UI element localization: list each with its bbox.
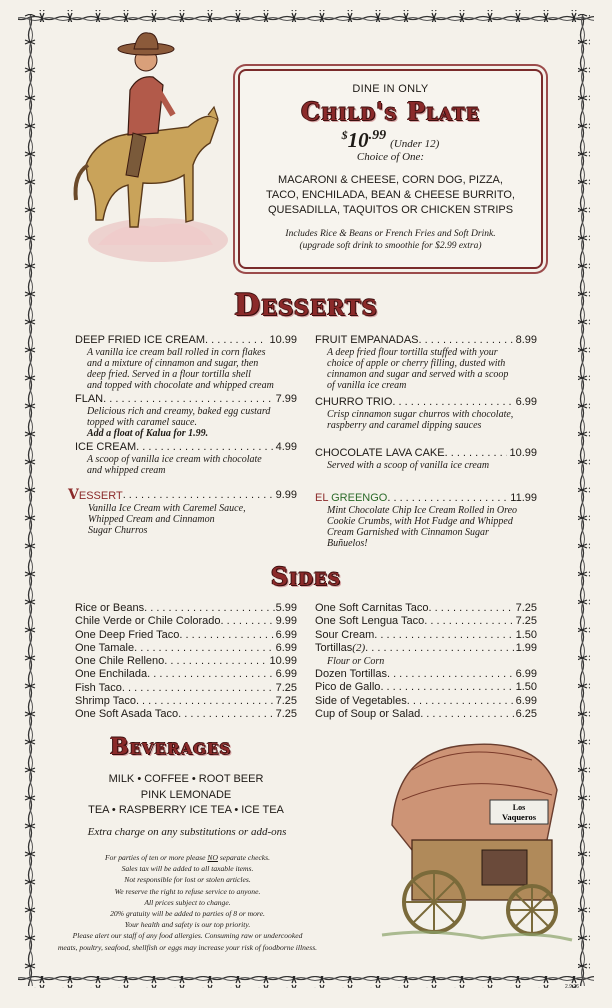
childs-plate-title: Child's Plate xyxy=(301,97,480,126)
items-line: TACO, ENCHILADA, BEAN & CHEESE BURRITO, xyxy=(266,189,515,201)
fine-line: 20% gratuity will be added to parties of 8 or more. xyxy=(110,909,265,919)
item-description xyxy=(315,505,537,549)
side-item xyxy=(315,615,537,628)
fine-line: Sales tax will be added to all taxable items. xyxy=(121,864,254,874)
side-price: 6.25 xyxy=(515,708,537,721)
beverages-line: TEA • RASPBERRY ICE TEA • ICE TEA xyxy=(88,804,284,816)
fine-line: Not responsible for lost or stolen articles. xyxy=(124,875,251,885)
desc-line: Crisp cinnamon sugar churros with chocolate, xyxy=(327,409,514,420)
item-name-rest: ESSERT xyxy=(78,490,123,502)
item-description xyxy=(315,409,537,431)
side-name: One Soft Asada Taco xyxy=(75,708,179,721)
fine-text: separate checks. xyxy=(217,853,271,862)
desc-line: A scoop of vanilla ice cream with chocolate xyxy=(87,454,262,465)
wagon-sign-line2: Vaqueros xyxy=(501,812,537,822)
item-name: DEEP FRIED ICE CREAM xyxy=(75,334,205,346)
beverages-title: Beverages xyxy=(110,734,232,760)
fine-line: We reserve the right to refuse service to anyone. xyxy=(114,886,261,896)
includes-line: Includes Rice & Beans or French Fries and Soft Drink. xyxy=(285,229,496,239)
side-name: Rice or Beans xyxy=(75,602,145,614)
side-price: 6.99 xyxy=(275,668,297,681)
side-name: One Enchilada xyxy=(75,668,148,681)
desc-line: Mint Chocolate Chip Ice Cream Rolled in Oreo xyxy=(327,505,518,516)
menu-item xyxy=(315,396,537,431)
desc-line: deep fried. Served in a flour tortilla shell xyxy=(87,369,251,380)
menu-item xyxy=(75,393,297,439)
side-item xyxy=(75,682,297,695)
beverages-line: PINK LEMONADE xyxy=(140,788,232,801)
desc-line: Served with a scoop of vanilla ice cream xyxy=(327,460,490,471)
desc-line: choice of apple or cherry filling, dusted with xyxy=(327,358,506,369)
side-item xyxy=(75,642,297,655)
fine-underline: NO xyxy=(207,853,218,862)
fine-line: Please alert our staff of any food allergies. Consuming raw or undercooked xyxy=(72,931,303,941)
item-price: 10.99 xyxy=(269,334,297,346)
side-subnote: Flour or Corn xyxy=(327,656,385,668)
side-price: 1.50 xyxy=(515,681,537,694)
item-name xyxy=(68,489,123,503)
menu-code: 2.9.26 xyxy=(565,984,579,990)
childs-plate-price xyxy=(240,128,541,153)
items-line: QUESADILLA, TAQUITOS OR CHICKEN STRIPS xyxy=(267,204,514,216)
menu-item xyxy=(75,334,297,391)
side-name: Shrimp Taco xyxy=(75,695,136,708)
desc-line: Vanilla Ice Cream with Caremel Sauce, xyxy=(88,503,246,514)
side-item xyxy=(315,695,537,708)
side-name-note: (2) xyxy=(352,641,366,654)
menu-item xyxy=(68,489,297,536)
fine-text: For parties of ten or more please xyxy=(104,853,208,862)
sides-right-column xyxy=(315,602,537,721)
item-price: 4.99 xyxy=(275,441,297,453)
fine-print xyxy=(50,852,325,953)
side-price: 5.99 xyxy=(275,602,297,614)
menu-item xyxy=(75,441,297,476)
side-price: 7.25 xyxy=(515,615,537,628)
wagon-sign-line1: Los xyxy=(512,803,526,812)
sides-left-column xyxy=(75,602,297,722)
items-line: MACARONI & CHEESE, CORN DOG, PIZZA, xyxy=(278,174,503,186)
vessert-logo-v: V xyxy=(68,487,79,503)
side-price: 7.25 xyxy=(275,695,297,708)
side-item xyxy=(75,708,297,721)
side-name: One Deep Fried Taco xyxy=(75,628,180,641)
includes-line: (upgrade soft drink to smoothie for $2.99 extra) xyxy=(299,241,482,251)
desc-line: and whipped cream xyxy=(87,465,166,476)
side-name: Fish Taco xyxy=(75,681,122,694)
desc-line: Sugar Churros xyxy=(88,525,148,536)
desc-line: of vanilla ice cream xyxy=(327,380,407,391)
side-price: 6.99 xyxy=(275,628,297,641)
desc-line: Buñuelos! xyxy=(327,538,368,549)
desc-line: topped with caramel sauce. xyxy=(87,417,197,428)
side-price: 7.25 xyxy=(275,708,297,721)
item-description xyxy=(315,460,537,471)
item-price: 10.99 xyxy=(509,447,537,459)
item-name-greengo: GREENGO xyxy=(331,492,388,504)
childs-plate-includes xyxy=(250,228,531,252)
side-item xyxy=(75,602,297,615)
price-dollar-sign: $ xyxy=(341,128,348,142)
beverages-line: MILK • COFFEE • ROOT BEER xyxy=(108,773,264,785)
side-price: 6.99 xyxy=(275,641,297,654)
item-price: 9.99 xyxy=(275,489,297,501)
childs-plate-items xyxy=(252,173,529,218)
desc-line: Delicious rich and creamy, baked egg custard xyxy=(87,406,271,417)
side-name: Tortillas xyxy=(315,641,353,654)
side-name: Chile Verde or Chile Colorado xyxy=(75,615,221,628)
item-name-el: EL xyxy=(315,492,332,504)
desc-line: Whipped Cream and Cinnamon xyxy=(88,514,215,525)
desc-line: and a mixture of cinnamon and sugar, then xyxy=(87,358,259,369)
menu-item xyxy=(315,334,537,391)
side-name: Pico de Gallo xyxy=(315,681,381,694)
side-price: 6.99 xyxy=(515,694,537,707)
item-description xyxy=(315,347,537,391)
item-name: ICE CREAM xyxy=(75,441,137,453)
side-item xyxy=(75,668,297,681)
side-name: One Soft Carnitas Taco xyxy=(315,602,429,614)
side-price: 1.50 xyxy=(515,628,537,641)
sides-title: Sides xyxy=(270,562,342,591)
desc-line: Cookie Crumbs, with Hot Fudge and Whipped xyxy=(327,516,513,527)
menu-item xyxy=(315,447,537,471)
beverages-list xyxy=(70,772,302,819)
side-name: Cup of Soup or Salad xyxy=(315,708,421,721)
item-price: 11.99 xyxy=(510,492,537,504)
price-cents: .99 xyxy=(368,128,387,143)
covered-wagon-illustration xyxy=(372,730,577,955)
item-description xyxy=(75,406,297,439)
price-amount: 10 xyxy=(347,128,369,152)
side-price: 1.99 xyxy=(515,641,537,654)
dine-in-only-label: DINE IN ONLY xyxy=(352,83,429,95)
desc-line: raspberry and caramel dipping sauces xyxy=(327,420,482,431)
item-description xyxy=(75,347,297,391)
desc-extra: Add a float of Kalua for 1.99. xyxy=(87,428,209,439)
side-price: 9.99 xyxy=(275,615,297,628)
side-item xyxy=(75,655,297,668)
desserts-title: Desserts xyxy=(234,288,378,323)
side-item xyxy=(75,629,297,642)
cowboy-on-horse-illustration xyxy=(58,15,228,275)
side-item xyxy=(315,629,537,642)
side-item xyxy=(315,708,537,721)
fine-line: meats, poultry, seafood, shellfish or eggs may increase your risk of foodborne illness. xyxy=(57,942,318,952)
item-description xyxy=(75,454,297,476)
side-name: One Tamale xyxy=(75,641,135,654)
side-item xyxy=(315,681,537,694)
price-note: (Under 12) xyxy=(390,138,440,150)
side-item xyxy=(75,695,297,708)
item-name: CHURRO TRIO xyxy=(315,396,393,408)
desc-line: Cream Garnished with Cinnamon Sugar xyxy=(327,527,489,538)
item-name: CHOCOLATE LAVA CAKE xyxy=(315,447,445,459)
side-name: Side of Vegetables xyxy=(315,694,407,707)
side-price: 6.99 xyxy=(515,668,537,681)
choice-label: Choice of One: xyxy=(356,151,425,163)
desc-line: cinnamon and sugar and served with a scoop xyxy=(327,369,509,380)
side-name: One Soft Lengua Taco xyxy=(315,615,425,628)
fine-line xyxy=(50,852,325,863)
side-item xyxy=(75,615,297,628)
desc-line: A deep fried flour tortilla stuffed with your xyxy=(327,347,498,358)
extra-charge-note: Extra charge on any substitutions or add-ons xyxy=(87,826,287,838)
side-item xyxy=(315,668,537,681)
item-name: FLAN xyxy=(75,393,104,405)
desc-line: and topped with chocolate and whipped cream xyxy=(87,380,274,391)
item-name xyxy=(315,492,387,505)
childs-plate-box xyxy=(238,69,543,269)
side-item xyxy=(315,642,537,655)
item-price: 8.99 xyxy=(515,334,537,346)
fine-line: Your health and safety is our top priority. xyxy=(124,920,251,930)
desc-line: A vanilla ice cream ball rolled in corn flakes xyxy=(87,347,266,358)
side-price: 7.25 xyxy=(515,602,537,614)
side-name: Sour Cream xyxy=(315,628,375,641)
side-price: 10.99 xyxy=(269,655,297,668)
item-price: 7.99 xyxy=(275,393,297,405)
side-name: Dozen Tortillas xyxy=(315,668,387,681)
side-item xyxy=(315,602,537,615)
item-name: FRUIT EMPANADAS xyxy=(315,334,419,346)
fine-line: All prices subject to change. xyxy=(144,897,231,907)
side-name: One Chile Relleno xyxy=(75,655,165,668)
item-price: 6.99 xyxy=(515,396,537,408)
item-description xyxy=(68,503,297,536)
menu-item xyxy=(315,492,537,549)
side-price: 7.25 xyxy=(275,681,297,694)
